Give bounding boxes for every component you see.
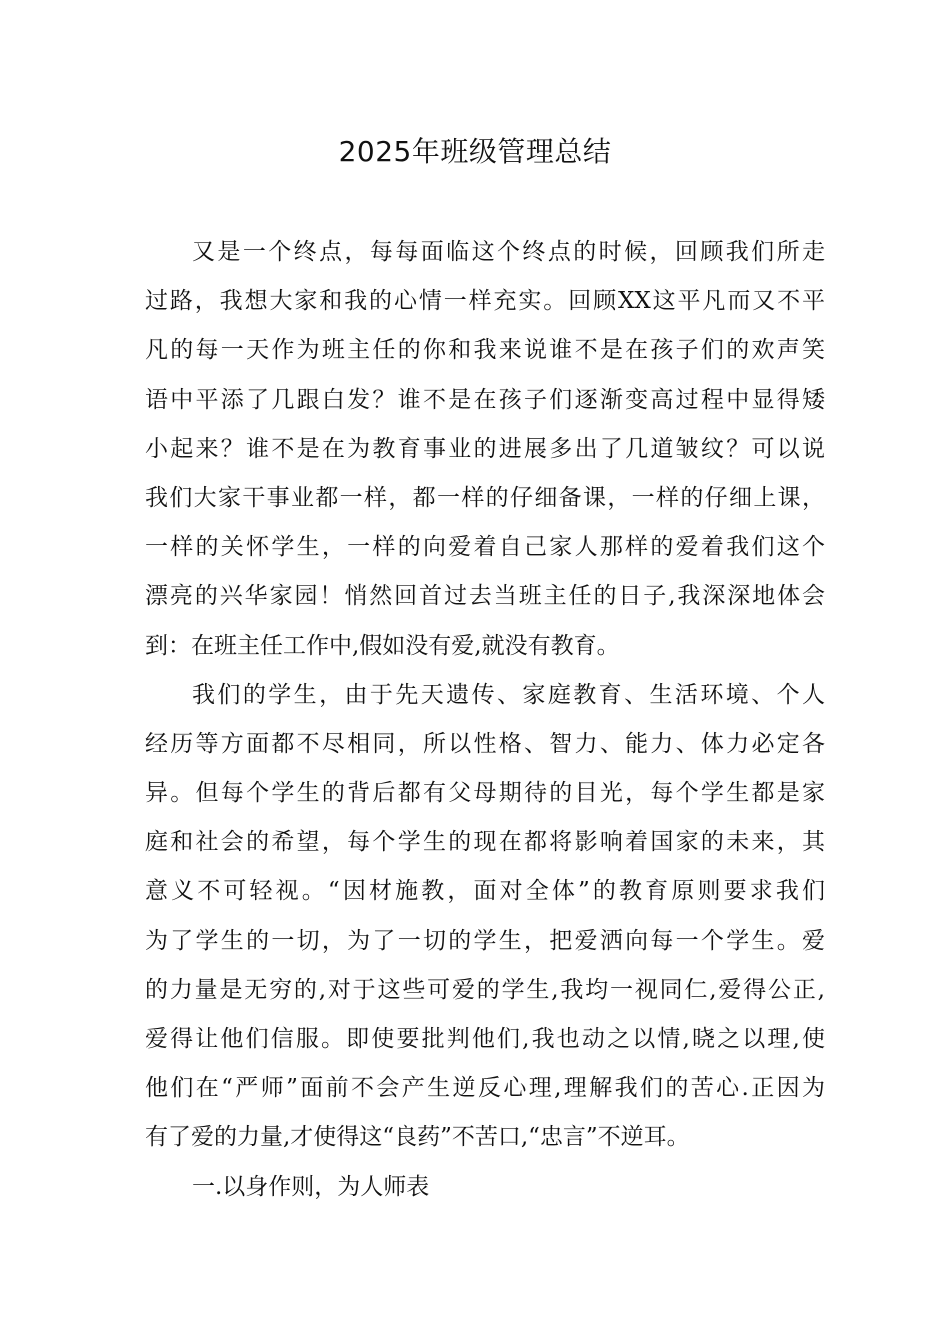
paragraph-line: 语中平添了几跟白发？谁不是在孩子们逐渐变高过程中显得矮 (145, 386, 825, 413)
paragraph-line: 庭和社会的希望，每个学生的现在都将影响着国家的未来，其 (145, 829, 825, 856)
paragraph-line: 有了爱的力量,才使得这“良药”不苦口,“忠言”不逆耳。 (145, 1124, 690, 1151)
paragraph-line: 的力量是无穷的,对于这些可爱的学生,我均一视同仁,爱得公正, (145, 976, 825, 1003)
paragraph-line: 意义不可轻视。“因材施教，面对全体”的教育原则要求我们 (145, 878, 825, 905)
paragraph-line: 我们大家干事业都一样，都一样的仔细备课，一样的仔细上课， (145, 484, 825, 511)
paragraph-line: 漂亮的兴华家园！悄然回首过去当班主任的日子,我深深地体会 (145, 583, 825, 610)
paragraph-line: 为了学生的一切，为了一切的学生，把爱洒向每一个学生。爱 (145, 927, 825, 954)
paragraph-line: 我们的学生，由于先天遗传、家庭教育、生活环境、个人 (192, 681, 825, 708)
section-heading: 一.以身作则，为人师表 (192, 1173, 430, 1200)
paragraph-line: 又是一个终点，每每面临这个终点的时候，回顾我们所走 (192, 239, 825, 265)
paragraph-line: 他们在“严师”面前不会产生逆反心理,理解我们的苦心.正因为 (145, 1075, 825, 1102)
document-body (145, 228, 825, 1212)
document-title: 2025年班级管理总结 (338, 135, 612, 168)
paragraph-line: 经历等方面都不尽相同，所以性格、智力、能力、体力必定各 (145, 730, 825, 757)
paragraph-line: 一样的关怀学生，一样的向爱着自己家人那样的爱着我们这个 (145, 534, 825, 561)
paragraph-line: 到：在班主任工作中,假如没有爱,就没有教育。 (145, 632, 620, 659)
paragraph-line: 小起来？谁不是在为教育事业的进展多出了几道皱纹？可以说 (145, 435, 825, 462)
paragraph-line: 凡的每一天作为班主任的你和我来说谁不是在孩子们的欢声笑 (145, 337, 825, 364)
paragraph-line: 过路，我想大家和我的心情一样充实。回顾XX这平凡而又不平 (145, 288, 825, 315)
paragraph-line: 爱得让他们信服。即使要批判他们,我也动之以情,晓之以理,使 (145, 1026, 825, 1052)
paragraph-line: 异。但每个学生的背后都有父母期待的目光，每个学生都是家 (145, 780, 825, 807)
